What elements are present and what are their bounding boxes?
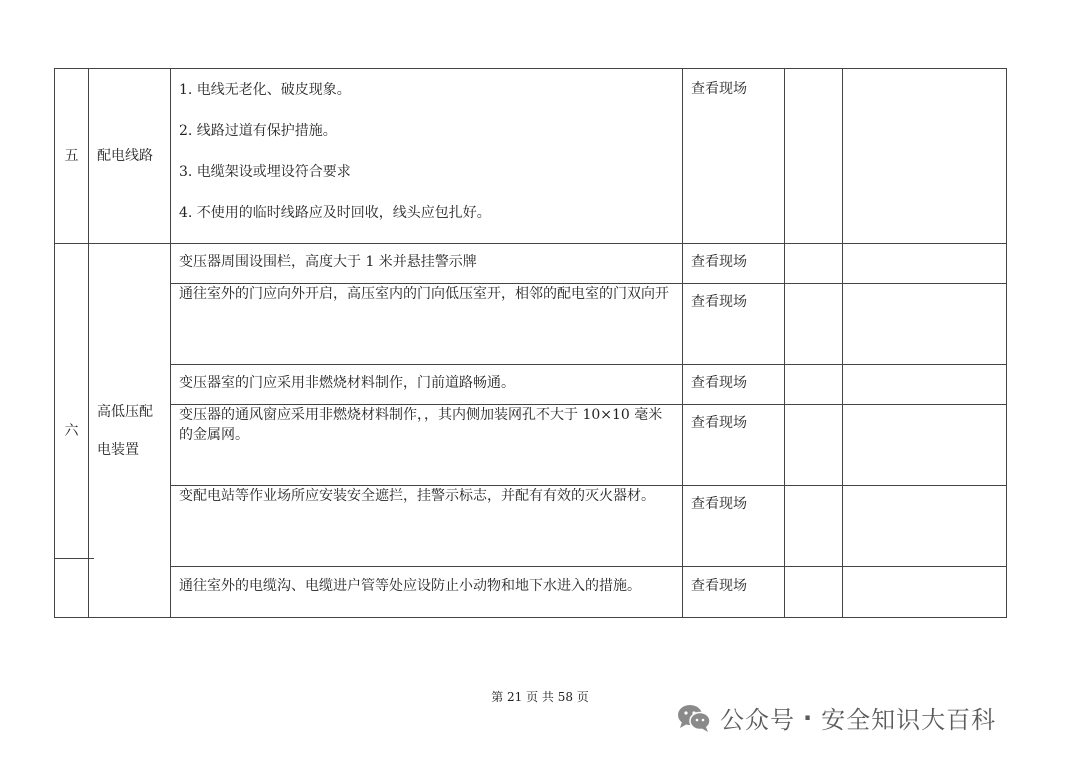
requirement-cell: 变压器室的门应采用非燃烧材料制作，门前道路畅通。 — [171, 365, 683, 405]
requirement-cell: 变压器的通风窗应采用非燃烧材料制作，，其内侧加装网孔不大于 10×10 毫米的金属网。 — [171, 405, 683, 486]
requirement-cell — [171, 69, 683, 244]
check-method: 查看现场 — [683, 284, 785, 365]
result-cell — [785, 486, 843, 567]
requirement-item: 4. 不使用的临时线路应及时回收，线头应包扎好。 — [179, 205, 491, 221]
section-category — [89, 244, 171, 618]
check-method: 查看现场 — [683, 486, 785, 567]
table-divider-stub — [54, 558, 94, 559]
section-category: 配电线路 — [89, 69, 171, 244]
table-row — [55, 365, 1007, 405]
section-number: 六 — [55, 244, 89, 618]
result-cell — [785, 244, 843, 284]
requirement-item: 1. 电线无老化、破皮现象。 — [179, 82, 351, 98]
requirement-cell: 通往室外的电缆沟、电缆进户管等处应设防止小动物和地下水进入的措施。 — [171, 567, 683, 618]
remarks-cell — [843, 405, 1007, 486]
remarks-cell — [843, 567, 1007, 618]
remarks-cell — [843, 244, 1007, 284]
requirement-cell: 通往室外的门应向外开启，高压室内的门向低压室开，相邻的配电室的门双向开 — [171, 284, 683, 365]
check-method: 查看现场 — [683, 69, 785, 244]
table-row — [55, 284, 1007, 365]
result-cell — [785, 284, 843, 365]
watermark-account: 安全知识大百科 — [821, 706, 997, 734]
remarks-cell — [843, 486, 1007, 567]
table-row — [55, 405, 1007, 486]
result-cell — [785, 567, 843, 618]
remarks-cell — [843, 69, 1007, 244]
check-method: 查看现场 — [683, 405, 785, 486]
section-number: 五 — [55, 69, 89, 244]
page-number: 第 21 页 共 58 页 — [491, 690, 589, 704]
table-row — [55, 567, 1007, 618]
requirement-cell: 变配电站等作业场所应安装安全遮拦，挂警示标志，并配有有效的灭火器材。 — [171, 486, 683, 567]
check-method: 查看现场 — [683, 365, 785, 405]
table-row — [55, 486, 1007, 567]
table-row — [55, 69, 1007, 244]
remarks-cell — [843, 284, 1007, 365]
wechat-icon — [676, 703, 712, 733]
check-method: 查看现场 — [683, 567, 785, 618]
section-category-line: 电装置 — [97, 441, 139, 458]
table-row — [55, 244, 1007, 284]
result-cell — [785, 405, 843, 486]
watermark-prefix: 公众号 — [720, 706, 795, 734]
requirement-cell: 变压器周围设围栏，高度大于 1 米并悬挂警示牌 — [171, 244, 683, 284]
watermark — [676, 700, 996, 735]
check-method: 查看现场 — [683, 244, 785, 284]
requirement-item: 2. 线路过道有保护措施。 — [179, 123, 337, 139]
section-category-line: 高低压配 — [97, 403, 153, 420]
watermark-separator: · — [803, 703, 814, 732]
requirement-item: 3. 电缆架设或埋设符合要求 — [179, 164, 351, 180]
remarks-cell — [843, 365, 1007, 405]
result-cell — [785, 69, 843, 244]
result-cell — [785, 365, 843, 405]
inspection-table — [54, 68, 1007, 618]
